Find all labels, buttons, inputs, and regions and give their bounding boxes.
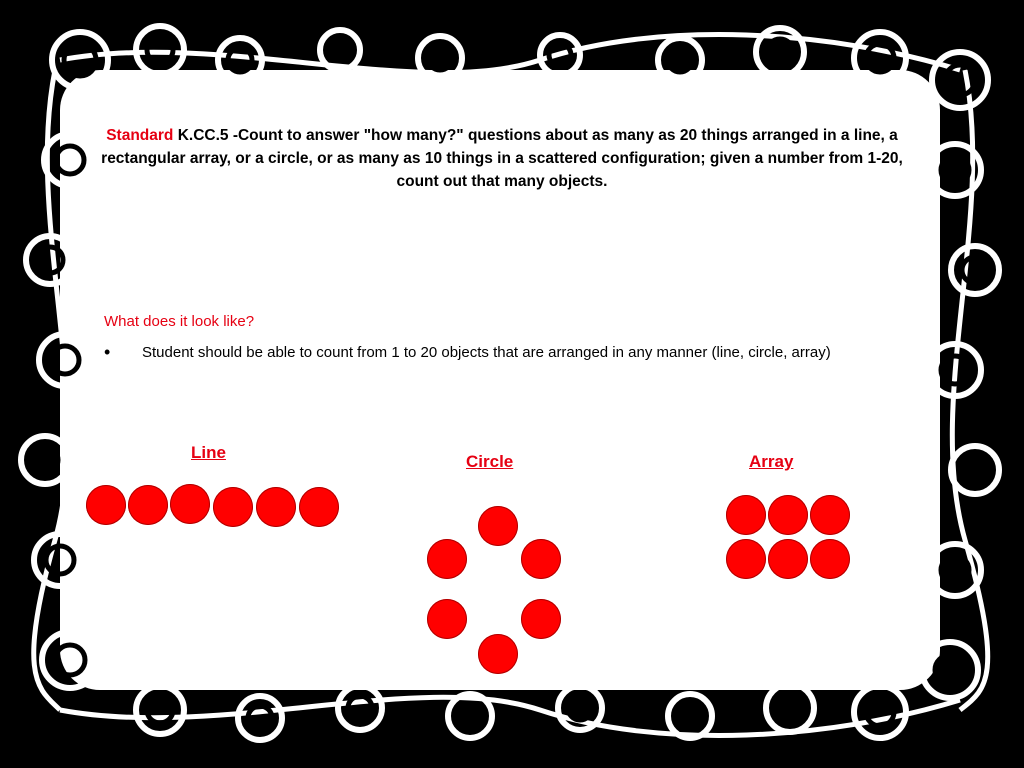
line-dot [256,487,296,527]
bullet-icon: • [104,342,111,362]
line-dot [213,487,253,527]
circle-dot [427,539,467,579]
array-dot [810,539,850,579]
circle-dot [478,506,518,546]
array-dot [726,495,766,535]
circle-dot [478,634,518,674]
circle-dot [521,539,561,579]
section-question: What does it look like? [104,313,255,330]
array-caption: Array [749,452,794,471]
standard-text: K.CC.5 -Count to answer "how many?" questions about as many as 20 things arranged in a line, a rectangular array, or a circle, or as many as 10 things in a scattered configuration; given a number from 1-20, count out that many objects. [101,127,903,190]
array-dot [768,539,808,579]
standard-label: Standard [106,127,174,144]
line-dot [299,487,339,527]
bullet-text: Student should be able to count from 1 to 20 objects that are arranged in any manner (line, circle, array) [142,344,831,361]
array-dot [768,495,808,535]
line-caption: Line [191,443,226,462]
array-dot [810,495,850,535]
circle-dot [427,599,467,639]
array-dot [726,539,766,579]
circle-caption: Circle [466,452,514,471]
line-dot [86,485,126,525]
line-dot [128,485,168,525]
line-dot [170,484,210,524]
circle-dot [521,599,561,639]
standard-description [92,124,912,193]
